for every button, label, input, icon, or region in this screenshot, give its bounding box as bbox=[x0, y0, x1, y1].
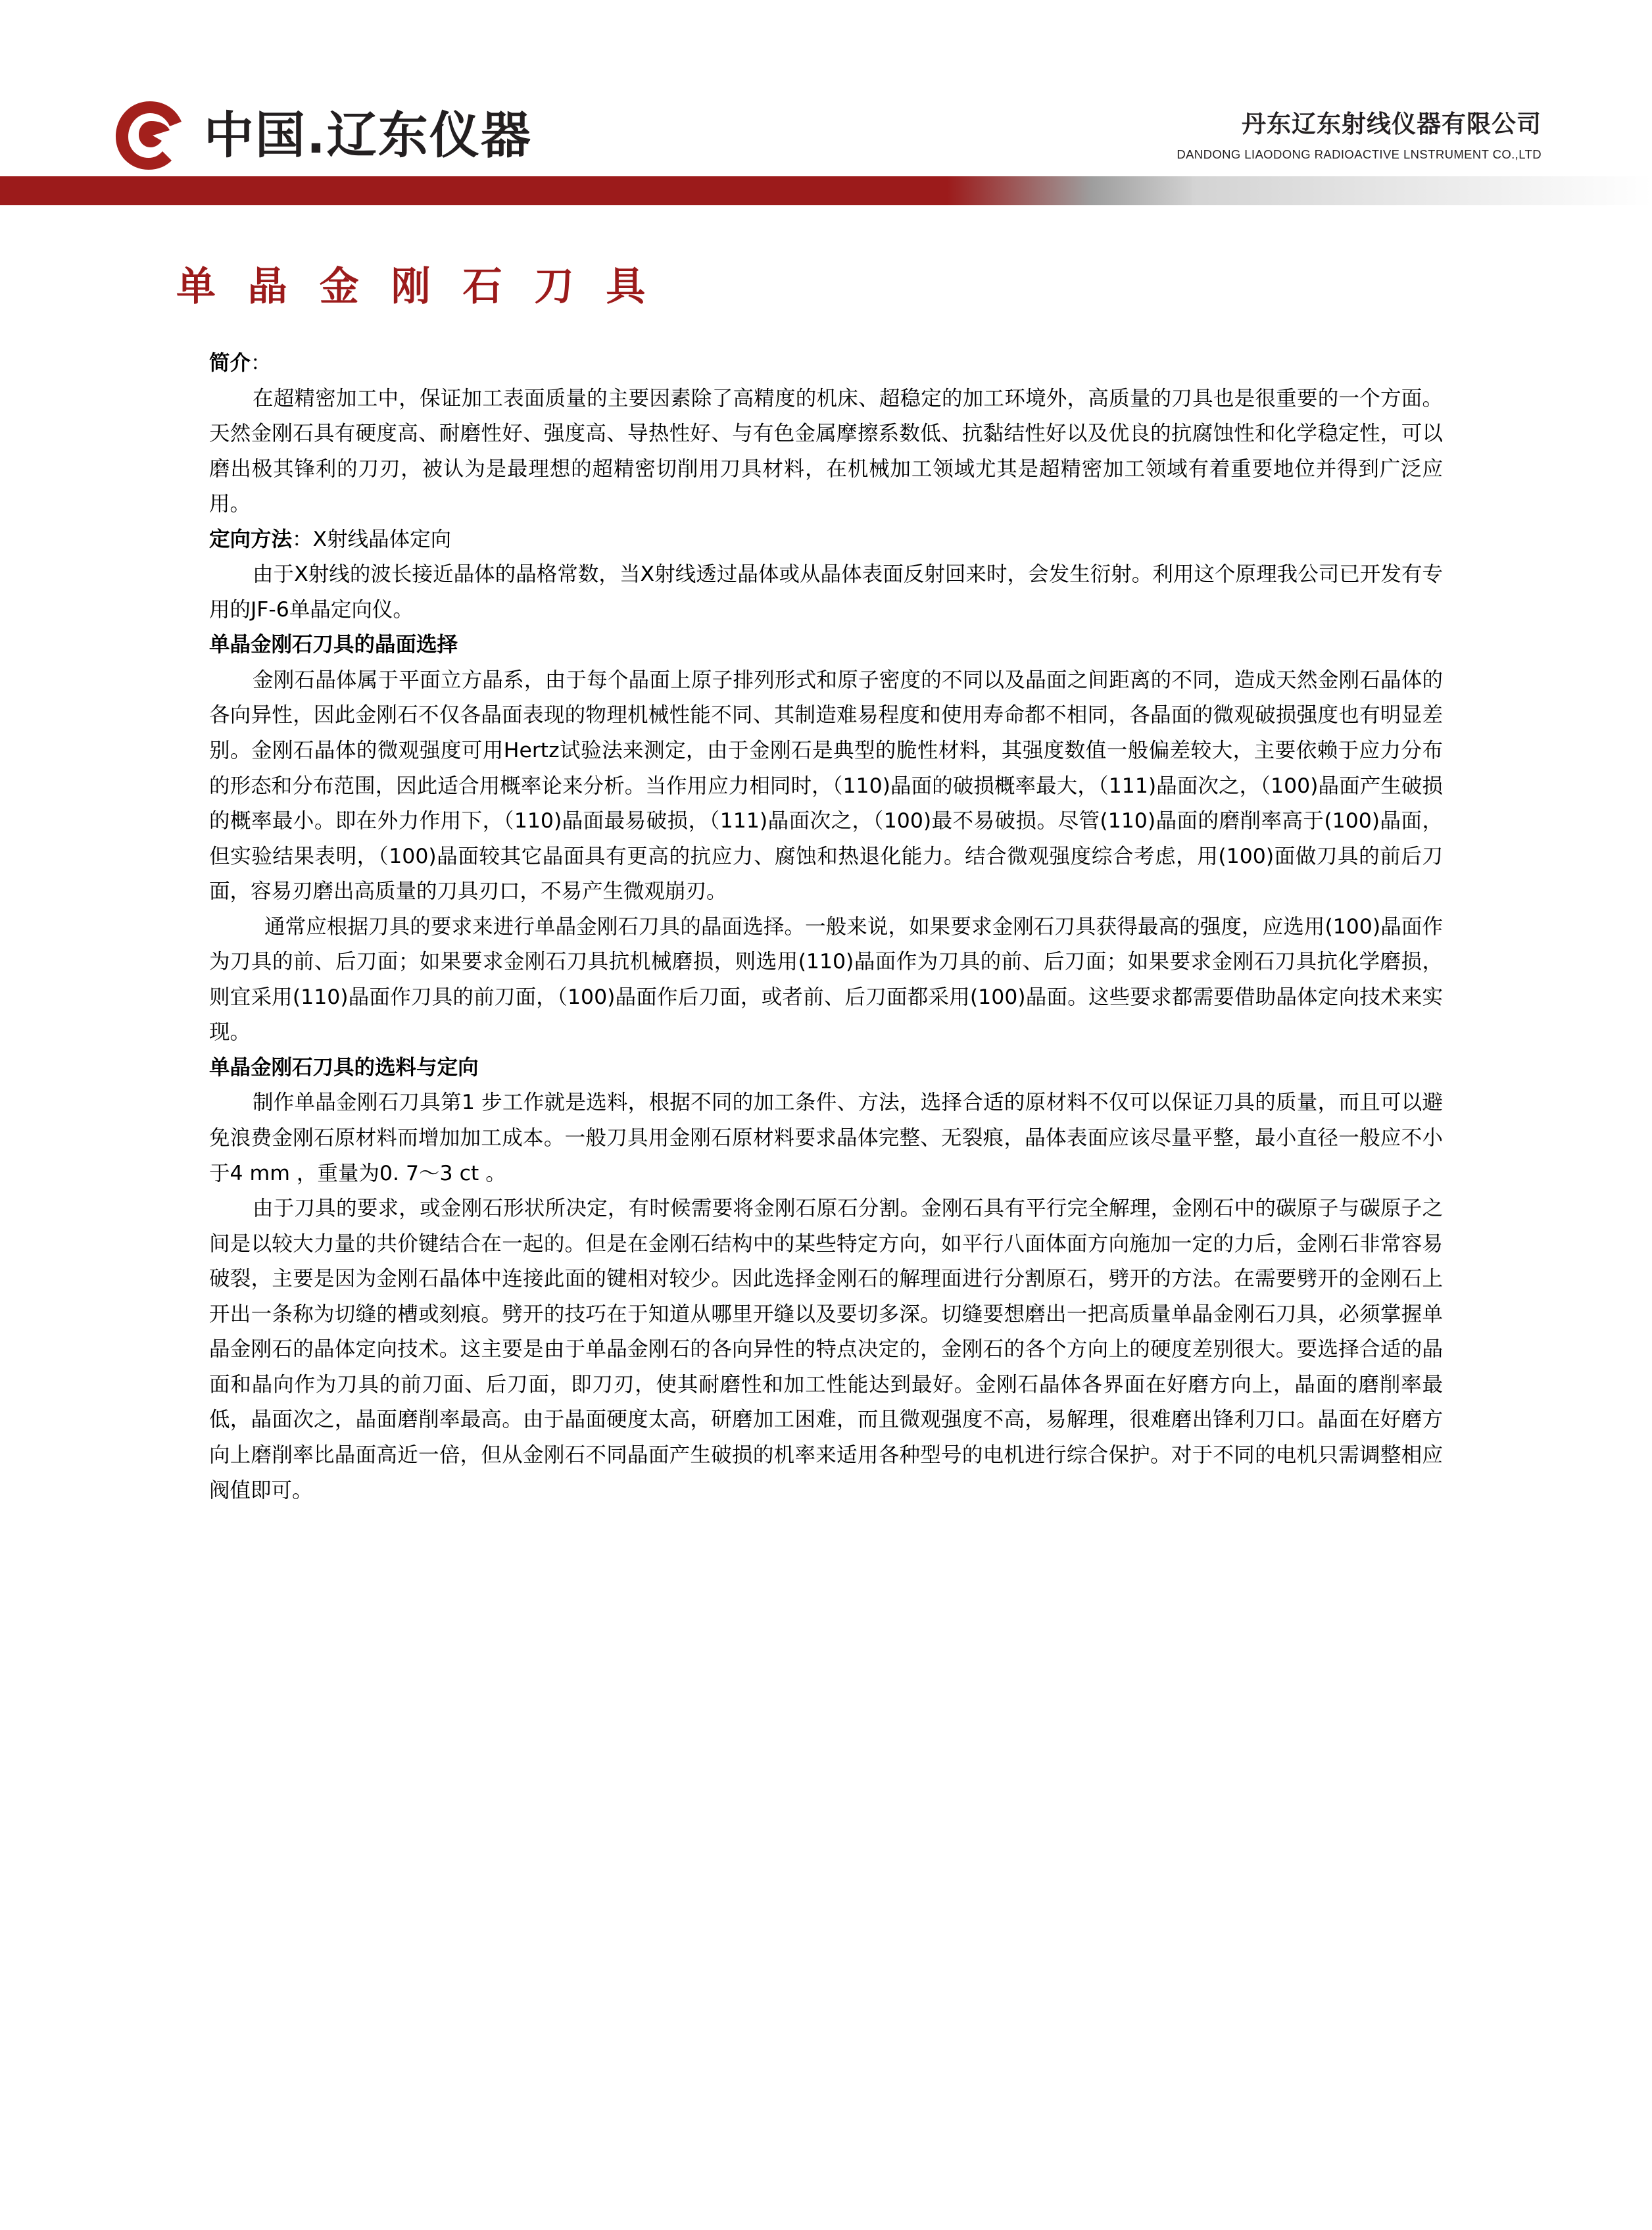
section-heading-tail: ： bbox=[251, 351, 272, 375]
logo-text: 中国.辽东仪器 bbox=[204, 106, 532, 164]
section-heading-lead: 定向方法 bbox=[209, 527, 293, 551]
paragraph: 制作单晶金刚石刀具第1 步工作就是选料，根据不同的加工条件、方法，选择合适的原材料不仅可以保证刀具的质量，而且可以避免浪费金刚石原材料而增加加工成本。一般刀具用金刚石原材料要求晶体完整、无裂痕，晶体表面应该尽量平整，最小直径一般应不小于4 mm ，重量为0. 7～3 ct 。 bbox=[209, 1091, 1443, 1185]
company-block bbox=[1177, 104, 1542, 162]
section-heading-material-selection bbox=[209, 1051, 1443, 1086]
paragraph: 通常应根据刀具的要求来进行单晶金刚石刀具的晶面选择。一般来说，如果要求金刚石刀具获得最高的强度，应选用(100)晶面作为刀具的前、后刀面；如果要求金刚石刀具抗机械磨损，则选用(110)晶面作为刀具的前、后刀面；如果要求金刚石刀具抗化学磨损，则宜采用(110)晶面作刀具的前刀面，（100)晶面作后刀面，或者前、后刀面都采用(100)晶面。这些要求都需要借助晶体定向技术来实现。 bbox=[209, 914, 1443, 1045]
section-heading-intro bbox=[209, 346, 1443, 382]
liaodong-logo-icon bbox=[112, 99, 189, 172]
company-name-en: DANDONG LIAODONG RADIOACTIVE LNSTRUMENT CO.,LTD bbox=[1177, 147, 1542, 161]
divider-grey-bar bbox=[1192, 176, 1652, 205]
section-heading-orientation-method bbox=[209, 522, 1443, 558]
document-body bbox=[209, 346, 1443, 1508]
brand-logo bbox=[112, 99, 532, 172]
section-heading-tail: ：X射线晶体定向 bbox=[292, 527, 452, 551]
section-heading-lead: 简介 bbox=[209, 351, 251, 375]
section-heading-lead: 单晶金刚石刀具的晶面选择 bbox=[209, 633, 458, 657]
divider-gradient-bar bbox=[947, 176, 1197, 205]
section-heading-crystal-face-selection bbox=[209, 628, 1443, 663]
divider-red-bar bbox=[0, 176, 960, 205]
section-heading-lead: 单晶金刚石刀具的选料与定向 bbox=[209, 1055, 479, 1079]
header-divider bbox=[0, 176, 1652, 205]
paragraph: 由于X射线的波长接近晶体的晶格常数，当X射线透过晶体或从晶体表面反射回来时，会发生衍射。利用这个原理我公司已开发有专用的JF-6单晶定向仪。 bbox=[209, 562, 1443, 622]
company-name-cn: 丹东辽东射线仪器有限公司 bbox=[1242, 110, 1542, 138]
paragraph: 由于刀具的要求，或金刚石形状所决定，有时候需要将金刚石原石分割。金刚石具有平行完全解理，金刚石中的碳原子与碳原子之间是以较大力量的共价键结合在一起的。但是在金刚石结构中的某些特定方向，如平行八面体面方向施加一定的力后，金刚石非常容易破裂，主要是因为金刚石晶体中连接此面的键相对较少。因此选择金刚石的解理面进行分割原石，劈开的方法。在需要劈开的金刚石上开出一条称为切缝的槽或刻痕。劈开的技巧在于知道从哪里开缝以及要切多深。切缝要想磨出一把高质量单晶金刚石刀具，必须掌握单晶金刚石的晶体定向技术。这主要是由于单晶金刚石的各向异性的特点决定的，金刚石的各个方向上的硬度差别很大。要选择合适的晶面和晶向作为刀具的前刀面、后刀面，即刀刃，使其耐磨性和加工性能达到最好。金刚石晶体各界面在好磨方向上，晶面的磨削率最低，晶面次之，晶面磨削率最高。由于晶面硬度太高，研磨加工困难，而且微观强度不高，易解理，很难磨出锋利刀口。晶面在好磨方向上磨削率比晶面高近一倍，但从金刚石不同晶面产生破损的机率来适用各种型号的电机进行综合保护。对于不同的电机只需调整相应阀值即可。 bbox=[209, 1197, 1443, 1502]
paragraph: 在超精密加工中，保证加工表面质量的主要因素除了高精度的机床、超稳定的加工环境外，高质量的刀具也是很重要的一个方面。天然金刚石具有硬度高、耐磨性好、强度高、导热性好、与有色金属摩擦系数低、抗黏结性好以及优良的抗腐蚀性和化学稳定性，可以磨出极其锋利的刀刃，被认为是最理想的超精密切削用刀具材料，在机械加工领域尤其是超精密加工领域有着重要地位并得到广泛应用。 bbox=[209, 386, 1443, 516]
page-title: 单 晶 金 刚 石 刀 具 bbox=[176, 264, 655, 310]
paragraph: 金刚石晶体属于平面立方晶系，由于每个晶面上原子排列形式和原子密度的不同以及晶面之间距离的不同，造成天然金刚石晶体的各向异性，因此金刚石不仅各晶面表现的物理机械性能不同、其制造难易程度和使用寿命都不相同，各晶面的微观破损强度也有明显差别。金刚石晶体的微观强度可用Hertz试验法来测定，由于金刚石是典型的脆性材料，其强度数值一般偏差较大，主要依赖于应力分布的形态和分布范围，因此适合用概率论来分析。当作用应力相同时，（110)晶面的破损概率最大，（111)晶面次之，（100)晶面产生破损的概率最小。即在外力作用下，（110)晶面最易破损，（111)晶面次之，（100)最不易破损。尽管(110)晶面的磨削率高于(100)晶面，但实验结果表明，（100)晶面较其它晶面具有更高的抗应力、腐蚀和热退化能力。结合微观强度综合考虑，用(100)面做刀具的前后刀面，容易刃磨出高质量的刀具刃口，不易产生微观崩刃。 bbox=[209, 668, 1443, 904]
page-header bbox=[0, 0, 1652, 191]
